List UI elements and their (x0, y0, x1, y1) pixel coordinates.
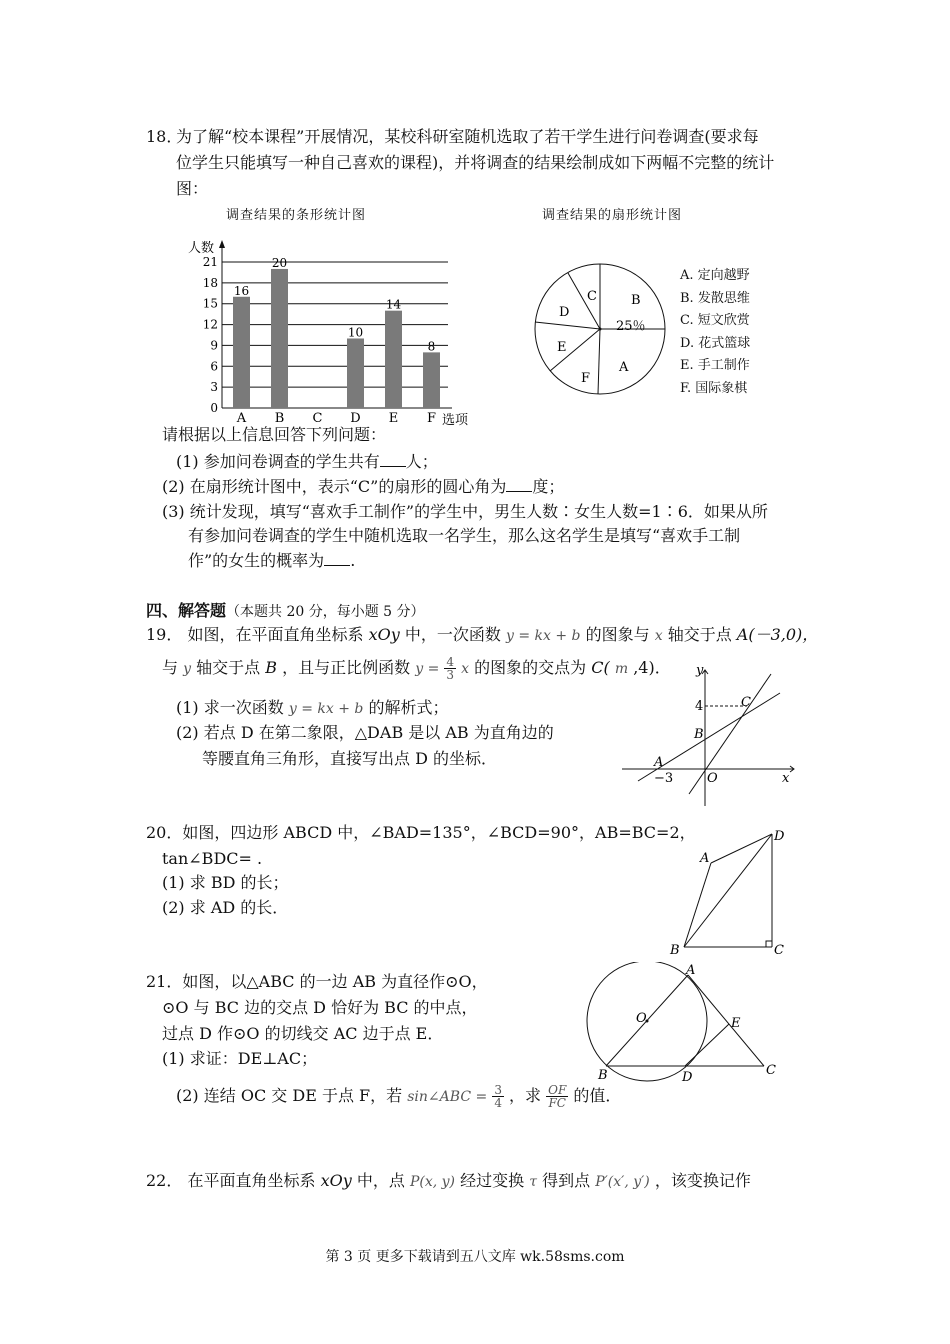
q19-x: x (654, 628, 663, 644)
tangent-de (685, 1024, 729, 1066)
x-tick-label: C (312, 411, 323, 426)
q18-sub1-a: (1) 参加问卷调查的学生共有 (176, 452, 380, 471)
q19-sub1-func: y = kx + b (288, 701, 364, 717)
pie-divider (535, 322, 600, 329)
y-tick-label: 15 (202, 296, 218, 311)
pie-label-b: B (631, 293, 641, 308)
label-c: C (774, 943, 784, 958)
pie-legend (680, 265, 750, 400)
frac-num: 4 (446, 655, 455, 669)
q19-b: B (265, 658, 277, 677)
q20-line2: tan∠BDC= . (162, 849, 263, 868)
bar-value-label: 20 (271, 255, 288, 270)
bar-chart (180, 232, 480, 432)
frac-num: OF (548, 1083, 567, 1097)
q21-sub2-a: (2) 连结 OC 交 DE 于点 F，若 (176, 1086, 403, 1105)
q22-xoy: xOy (320, 1171, 352, 1190)
q18-prompt: 请根据以上信息回答下列问题： (162, 425, 387, 444)
q21-sub2 (176, 1084, 621, 1109)
q21-number: 21． (146, 972, 183, 991)
pie-percent-b: 25％ (616, 319, 646, 334)
fraction-of-fc (546, 1084, 568, 1109)
legend-item: E. 手工制作 (680, 358, 750, 373)
q21-sub1: (1) 求证：DE⊥AC； (162, 1049, 318, 1068)
q19-point-c: C( (591, 658, 610, 677)
x-tick-label: E (388, 411, 399, 426)
q19-sub1 (176, 697, 448, 720)
label-a: A (654, 755, 664, 770)
pie-label-a: A (619, 360, 629, 375)
q18-sub1 (176, 451, 438, 473)
q21-sin: sin∠ABC = (407, 1089, 488, 1105)
q22-text: ，该变换记作 (654, 1171, 751, 1190)
legend-item: A. 定向越野 (680, 268, 750, 283)
section-heading (146, 600, 425, 623)
q21-line2: ⊙O 与 BC 边的交点 D 恰好为 BC 的中点， (162, 998, 478, 1017)
q19-text: 的图象与 (585, 625, 650, 644)
pie-chart-title: 调查结果的扇形统计图 (542, 208, 683, 223)
q21-line3: 过点 D 作⊙O 的切线交 AC 边于点 E． (162, 1024, 444, 1043)
frac-den: FC (548, 1096, 566, 1110)
pie-center (599, 328, 602, 331)
label-b: B (694, 727, 704, 742)
q19-sub1-a: (1) 求一次函数 (176, 698, 284, 717)
q20-sub2: (2) 求 AD 的长． (162, 898, 289, 917)
label-e: E (731, 1016, 741, 1031)
x-tick-label: B (274, 411, 285, 426)
label-x: x (782, 771, 790, 786)
legend-item: F. 国际象棋 (680, 380, 748, 396)
x-tick-label: A (236, 411, 247, 426)
q21-figure (580, 962, 784, 1086)
y-tick-label: 18 (202, 275, 218, 290)
bar-value-label: 10 (347, 325, 364, 340)
q19-y: y (183, 661, 192, 677)
page-footer: 第 3 页 更多下载请到五八文库 wk.58sms.com (325, 1249, 625, 1265)
q18-line2: 位学生只能填写一种自己喜欢的课程)，并将调查的结果绘制成如下两幅不完整的统计 (176, 153, 775, 172)
q19-text: 的图象的交点为 (474, 658, 587, 677)
q19-text: ，且与正比例函数 (282, 658, 411, 677)
bar-value-label: 14 (385, 297, 402, 312)
fraction-3-4 (492, 1084, 504, 1109)
q19-xoy: xOy (368, 625, 400, 644)
q20-sub1: (1) 求 BD 的长； (162, 873, 289, 892)
q19-number: 19． (146, 625, 183, 644)
label-d: D (774, 829, 785, 844)
q22-text: 在平面直角坐标系 (187, 1171, 316, 1190)
bar (423, 352, 440, 408)
frac-den: 4 (494, 1096, 502, 1110)
x-axis-label: 选项 (442, 413, 469, 428)
q18-sub3-line3-a: 作”的女生的概率为 (188, 551, 325, 570)
section-note: （本题共 20 分，每小题 5 分） (226, 604, 425, 620)
y-tick-label: 12 (202, 317, 218, 332)
q19-x2: x (461, 661, 470, 677)
q19-sub2-line1: (2) 若点 D 在第二象限，△DAB 是以 AB 为直角边的 (176, 723, 554, 742)
q18-sub3-line2: 有参加问卷调查的学生中随机选取一名学生，那么这名学生是填写“喜欢手工制 (188, 526, 741, 545)
q21-line1 (146, 971, 488, 993)
q18-sub2 (162, 476, 564, 498)
answer-blank (380, 452, 406, 467)
q20-figure (664, 824, 788, 958)
bar (385, 311, 402, 408)
q18-line3: 图： (176, 179, 209, 198)
frac-num: 3 (494, 1083, 502, 1097)
q18-line1: 为了解“校本课程”开展情况，某校科研室随机选取了若干学生进行问卷调查(要求每 (176, 127, 759, 146)
y-tick-label: 3 (210, 380, 218, 395)
q19-m: m (614, 661, 629, 677)
q19-text: 轴交于点 (667, 625, 732, 644)
q19-text: 中，一次函数 (404, 625, 501, 644)
q19-text: 与 (162, 658, 179, 677)
q19-func: y = kx + b (505, 628, 581, 644)
q19-text: 轴交于点 (196, 658, 261, 677)
bar (271, 269, 288, 408)
label-d: D (682, 1070, 693, 1085)
q18-sub3-line1: (3) 统计发现，填写“喜欢手工制作”的学生中，男生人数∶女生人数=1∶6．如果从所 (162, 502, 768, 521)
label-neg3: −3 (654, 771, 674, 786)
section-title: 四、解答题 (146, 601, 227, 620)
q18-sub1-b: 人； (405, 452, 438, 471)
bar-value-label: 8 (427, 339, 436, 354)
q20-line1 (146, 822, 696, 844)
legend-item: D. 花式篮球 (680, 335, 751, 351)
bar (233, 297, 250, 408)
x-tick-label: F (426, 411, 437, 426)
label-o: O (707, 771, 718, 786)
q19-line2 (162, 656, 671, 681)
q18-number: 18． (146, 127, 183, 146)
label-b: B (598, 1068, 608, 1083)
q19-point-a: A(－3,0)， (736, 625, 819, 644)
bar (347, 338, 364, 408)
q22-text: 中，点 (356, 1171, 405, 1190)
q18-sub3-line3-b: . (350, 551, 356, 570)
label-4: 4 (695, 699, 704, 714)
q19-point-c-end: ,4)． (633, 658, 671, 677)
label-c: C (766, 1063, 776, 1078)
q18-sub2-b: 度； (532, 477, 565, 496)
segment-ad (711, 834, 772, 863)
q21-text: 如图，以△ABC 的一边 AB 为直径作⊙O， (182, 972, 488, 991)
y-tick-label: 6 (210, 359, 218, 374)
segment-ab (606, 975, 688, 1066)
q22-tau: τ (529, 1174, 537, 1190)
label-c: C (741, 695, 751, 710)
q21-sub2-c: 的值． (573, 1086, 622, 1105)
y-tick-label: 0 (210, 401, 218, 415)
y-axis-arrow (219, 240, 225, 248)
segment-bd (684, 834, 772, 947)
answer-blank (506, 477, 532, 492)
label-a: A (686, 963, 696, 978)
pie-chart (530, 258, 670, 398)
label-a: A (700, 851, 710, 866)
label-y: y (696, 663, 704, 678)
q22-line1 (146, 1170, 751, 1193)
legend-item: B. 发散思维 (680, 290, 750, 306)
y-tick-label: 9 (210, 338, 218, 353)
segment-ab (684, 863, 711, 947)
right-angle-mark (766, 941, 772, 947)
q19-figure (618, 656, 800, 812)
y-axis-label: 人数 (188, 241, 215, 256)
fraction-4-3 (444, 656, 456, 681)
q20-text: 如图，四边形 ABCD 中，∠BAD=135°，∠BCD=90°，AB=BC=2， (182, 823, 696, 842)
frac-den: 3 (446, 668, 455, 682)
x-tick-label: D (350, 411, 361, 426)
q20-number: 20． (146, 823, 183, 842)
q22-text: 经过变换 (460, 1171, 525, 1190)
label-o: O (636, 1011, 647, 1026)
legend-item: C. 短文欣赏 (680, 313, 750, 328)
q18-sub3-line3 (188, 550, 355, 572)
bar-value-label: 16 (233, 283, 250, 298)
q18-sub2-a: (2) 在扇形统计图中，表示“C”的扇形的圆心角为 (162, 477, 507, 496)
q19-line1 (146, 624, 818, 647)
q21-sub2-b: ，求 (509, 1086, 542, 1105)
q22-p: P(x, y) (409, 1174, 456, 1190)
q22-number: 22． (146, 1171, 183, 1190)
q19-sub1-b: 的解析式； (368, 698, 449, 717)
q19-sub2-line2: 等腰直角三角形，直接写出点 D 的坐标． (202, 749, 498, 768)
bar-chart-title: 调查结果的条形统计图 (226, 208, 367, 223)
q19-text: 如图，在平面直角坐标系 (187, 625, 364, 644)
pie-label-d: D (559, 305, 570, 320)
pie-label-e: E (557, 340, 567, 355)
answer-blank (324, 551, 350, 566)
q22-text: 得到点 (542, 1171, 591, 1190)
pie-divider (598, 329, 600, 394)
y-tick-label: 21 (202, 255, 218, 269)
pie-label-f: F (581, 371, 591, 386)
label-b: B (670, 943, 680, 958)
q19-yeq: y = (415, 661, 440, 677)
q22-p2: P′(x′, y′) (595, 1174, 650, 1190)
pie-label-c: C (587, 289, 597, 304)
